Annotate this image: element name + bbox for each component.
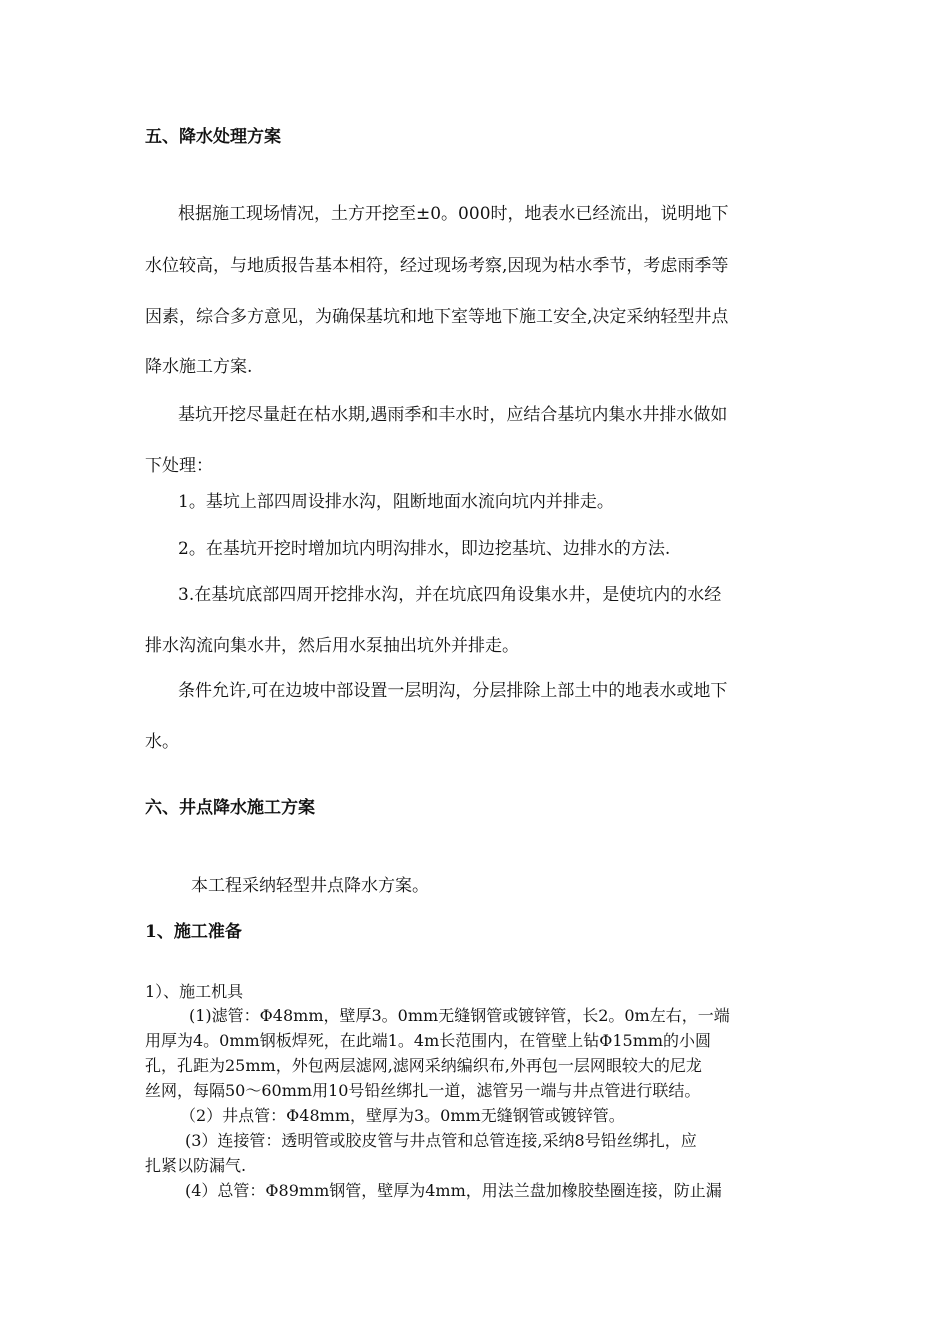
paragraph-line: 基坑开挖尽量赶在枯水期,遇雨季和丰水时，应结合基坑内集水井排水做如 — [178, 405, 728, 425]
paragraph-line: 根据施工现场情况，土方开挖至±0。000时，地表水已经流出，说明地下 — [178, 204, 729, 224]
paragraph-line: 下处理： — [145, 456, 213, 476]
section-5-heading: 五、降水处理方案 — [145, 127, 281, 147]
detail-line: 丝网，每隔50～60mm用10号铅丝绑扎一道，滤管另一端与井点管进行联结。 — [145, 1081, 701, 1100]
detail-line: (4）总管：Φ89mm钢管，壁厚为4mm，用法兰盘加橡胶垫圈连接，防止漏 — [185, 1181, 722, 1200]
detail-line: 扎紧以防漏气. — [145, 1156, 247, 1175]
section-6-heading: 六、井点降水施工方案 — [145, 798, 315, 818]
list-item-continuation: 排水沟流向集水井，然后用水泵抽出坑外并排走。 — [145, 636, 519, 656]
detail-line: (1)滤管：Φ48mm，壁厚3。0mm无缝钢管或镀锌管，长2。0m左右，一端 — [189, 1006, 730, 1025]
paragraph-line: 水。 — [145, 732, 179, 752]
subsection-item: 1）、施工机具 — [145, 982, 244, 1001]
list-item: 3.在基坑底部四周开挖排水沟，并在坑底四角设集水井，是使坑内的水经 — [178, 585, 722, 605]
subsection-heading: 1、施工准备 — [145, 922, 242, 942]
list-item: 2。在基坑开挖时增加坑内明沟排水，即边挖基坑、边排水的方法. — [178, 539, 671, 559]
paragraph-line: 降水施工方案. — [145, 357, 253, 377]
list-item: 1。基坑上部四周设排水沟，阻断地面水流向坑内并排走。 — [178, 492, 614, 512]
paragraph-line: 本工程采纳轻型井点降水方案。 — [191, 876, 429, 896]
paragraph-line: 水位较高，与地质报告基本相符，经过现场考察,因现为枯水季节，考虑雨季等 — [145, 256, 729, 276]
paragraph-line: 条件允许,可在边坡中部设置一层明沟，分层排除上部土中的地表水或地下 — [178, 681, 728, 701]
detail-line: 用厚为4。0mm钢板焊死，在此端1。4m长范围内，在管壁上钻Φ15mm的小圆 — [145, 1031, 712, 1050]
detail-line: （2）井点管：Φ48mm，壁厚为3。0mm无缝钢管或镀锌管。 — [180, 1106, 625, 1125]
detail-line: (3）连接管：透明管或胶皮管与井点管和总管连接,采纳8号铅丝绑扎，应 — [185, 1131, 697, 1150]
detail-line: 孔，孔距为25mm，外包两层滤网,滤网采纳编织布,外再包一层网眼较大的尼龙 — [145, 1056, 702, 1075]
paragraph-line: 因素，综合多方意见，为确保基坑和地下室等地下施工安全,决定采纳轻型井点 — [145, 307, 729, 327]
